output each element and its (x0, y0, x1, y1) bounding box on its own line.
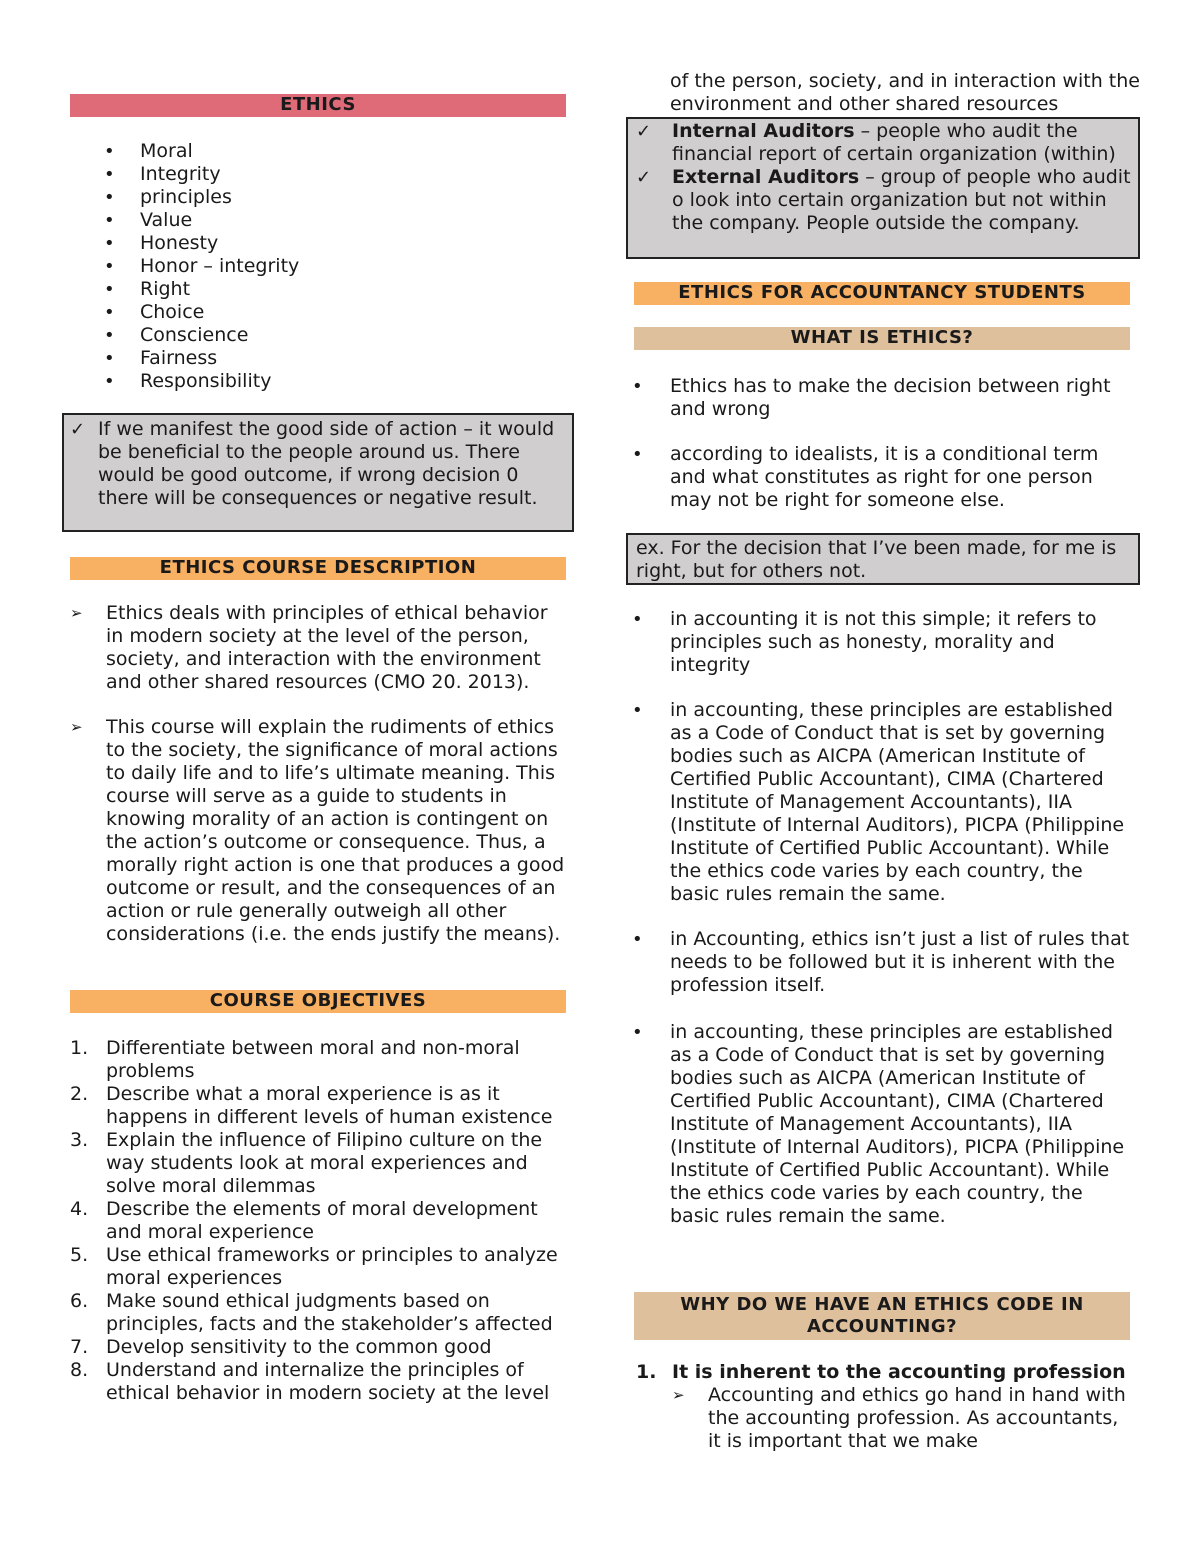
ethics-heading: ETHICS (70, 94, 566, 117)
list-item: • Fairness (70, 347, 566, 370)
what-is-ethics-heading: WHAT IS ETHICS? (634, 327, 1130, 350)
list-item: 7. Develop sensitivity to the common good (70, 1336, 492, 1358)
accountancy-heading: ETHICS FOR ACCOUNTANCY STUDENTS (634, 282, 1130, 305)
list-item: • Choice (70, 301, 566, 324)
list-item: • Ethics has to make the decision between right and wrong (626, 375, 1130, 421)
list-item (70, 602, 566, 694)
list-item: 4. Describe the elements of moral development and moral experience (70, 1198, 538, 1243)
list-item: 3. Explain the influence of Filipino culture on the way students look at moral experiences and solve moral dilemmas (70, 1129, 543, 1197)
list-item: 8. Understand and internalize the principles of ethical behavior in modern society at the level (70, 1359, 550, 1404)
reasons-list (636, 1361, 1130, 1453)
checkmark-icon: ✓ (70, 419, 86, 440)
objective-text: Develop sensitivity to the common good (106, 1336, 492, 1358)
list-item (672, 1384, 1130, 1453)
course-description-list (70, 602, 566, 946)
course-objectives-list (70, 1037, 566, 1405)
manifest-note-text: If we manifest the good side of action – it would be beneficial to the people around us. There would be good outcome, if wrong decision 0 there will be consequences or negative result. (98, 418, 555, 509)
auditor-term: External Auditors (672, 166, 860, 188)
why-ethics-code-heading: WHY DO WE HAVE AN ETHICS CODE IN ACCOUNTING? (634, 1292, 1130, 1340)
objective-text: Describe the elements of moral development and moral experience (106, 1198, 538, 1243)
list-item (70, 716, 566, 946)
list-item: • in accounting, these principles are established as a Code of Conduct that is set by governing bodies such as AICPA (American Institute of Certified Public Accountant), CIMA (Chartered Institute of Management Accountants), IIA (Institute of Internal Auditors), PICPA (Philippine Institute of Certified Public Accountant). While the ethics code varies by each country, the basic rules remain the same. (626, 699, 1130, 906)
objective-text: Understand and internalize the principles of ethical behavior in modern society at the level (106, 1359, 550, 1404)
objective-text: Explain the influence of Filipino culture on the way students look at moral experiences and solve moral dilemmas (106, 1129, 543, 1197)
course-description-heading: ETHICS COURSE DESCRIPTION (70, 557, 566, 580)
list-item: • Responsibility (70, 370, 566, 393)
objective-text: Use ethical frameworks or principles to analyze moral experiences (106, 1244, 558, 1289)
list-item: • Right (70, 278, 566, 301)
list-item: • in accounting, these principles are established as a Code of Conduct that is set by governing bodies such as AICPA (American Institute of Certified Public Accountant), CIMA (Chartered Institute of Management Accountants), IIA (Institute of Internal Auditors), PICPA (Philippine Institute of Certified Public Accountant). While the ethics code varies by each country, the basic rules remain the same. (626, 1021, 1130, 1228)
list-item: • Conscience (70, 324, 566, 347)
auditor-definition: – people who audit the financial report of certain organization (within) (672, 120, 1116, 165)
list-item: • Honesty (70, 232, 566, 255)
description-text: Ethics deals with principles of ethical behavior in modern society at the level of the person, society, and interaction with the environment and other shared resources (CMO 20. 2013). (106, 602, 548, 693)
reason-title: It is inherent to the accounting profession (672, 1361, 1126, 1383)
list-item: 1. Differentiate between moral and non-moral problems (70, 1037, 520, 1082)
list-item: • Moral (70, 140, 566, 163)
objective-text: Make sound ethical judgments based on principles, facts and the stakeholder’s affected (106, 1290, 553, 1335)
list-item: 6. Make sound ethical judgments based on principles, facts and the stakeholder’s affected (70, 1290, 553, 1335)
checkmark-icon: ✓ (636, 167, 652, 188)
list-item: • in accounting it is not this simple; it refers to principles such as honesty, morality and integrity (626, 608, 1130, 677)
example-note-box (626, 533, 1140, 585)
continuation-text: of the person, society, and in interaction with the environment and other shared resources (670, 70, 1140, 115)
ethics-terms-list (70, 140, 566, 393)
list-item: • Honor – integrity (70, 255, 566, 278)
objective-text: Describe what a moral experience is as it happens in different levels of human existence (106, 1083, 553, 1128)
example-note-text: ex. For the decision that I’ve been made, for me is right, but for others not. (636, 537, 1117, 582)
list-item: • according to idealists, it is a conditional term and what constitutes as right for one person may not be right for someone else. (626, 443, 1130, 512)
list-item: • Value (70, 209, 566, 232)
description-text: This course will explain the rudiments of ethics to the society, the significance of moral actions to daily life and to life’s ultimate meaning. This course will serve as a guide to students in knowing morality of an action is contingent on the action’s outcome or consequence. Thus, a morally right action is one that produces a good outcome or result, and the consequences of an action or rule generally outweigh all other considerations (i.e. the ends justify the means). (106, 716, 565, 945)
list-item: • Integrity (70, 163, 566, 186)
accounting-points-list (626, 608, 1130, 1228)
reason-detail: Accounting and ethics go hand in hand with the accounting profession. As accountants, it is important that we make (708, 1384, 1126, 1452)
list-item: 5. Use ethical frameworks or principles to analyze moral experiences (70, 1244, 558, 1289)
list-item: 1. It is inherent to the accounting profession (636, 1361, 1126, 1383)
checkmark-icon: ✓ (636, 121, 652, 142)
auditor-term: Internal Auditors (672, 120, 855, 142)
list-item: • principles (70, 186, 566, 209)
manifest-note-box (62, 413, 574, 532)
auditors-box (626, 117, 1140, 259)
course-objectives-heading: COURSE OBJECTIVES (70, 990, 566, 1013)
list-item: 2. Describe what a moral experience is as it happens in different levels of human existence (70, 1083, 553, 1128)
list-item: • in Accounting, ethics isn’t just a list of rules that needs to be followed but it is inherent with the profession itself. (626, 928, 1130, 997)
auditor-definition: – group of people who audit o look into certain organization but not within the company. People outside the company. (672, 166, 1131, 234)
objective-text: Differentiate between moral and non-moral problems (106, 1037, 520, 1082)
what-is-ethics-list (626, 375, 1130, 512)
